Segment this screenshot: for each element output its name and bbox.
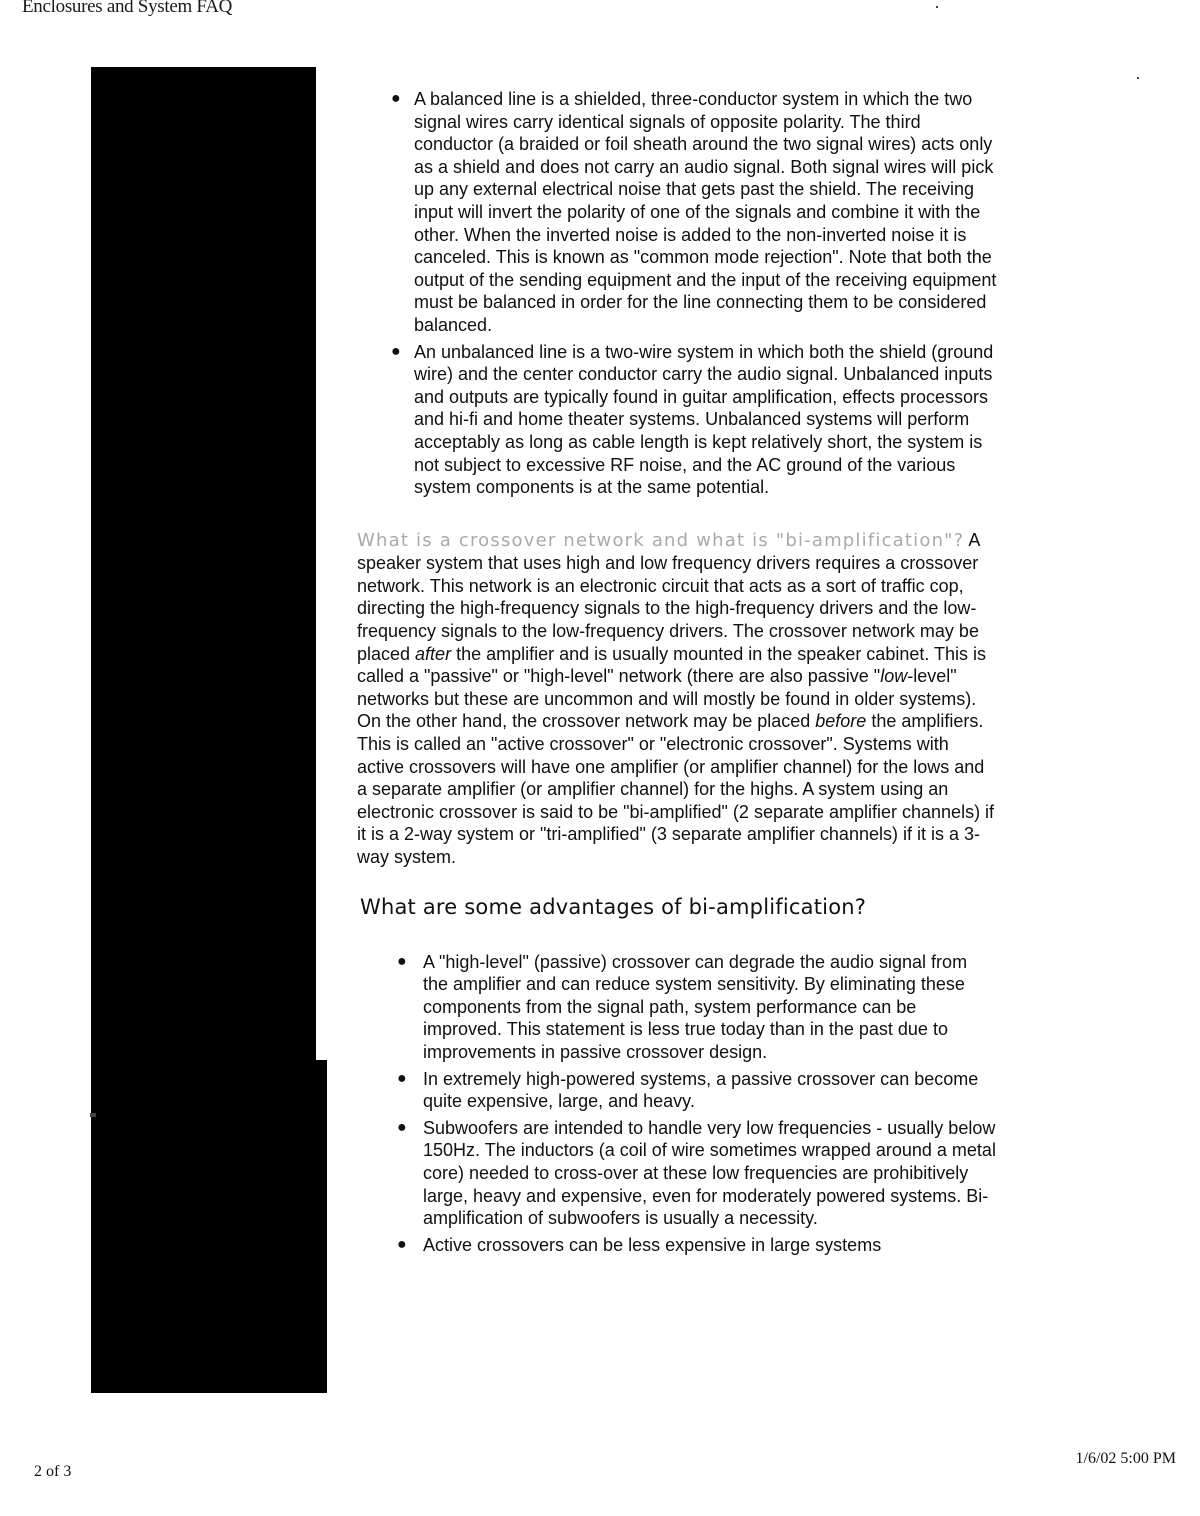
list-item [357, 341, 997, 499]
scan-speck [936, 6, 938, 8]
faq-answer-part: the amplifier and is usually mounted in the speaker cabinet. This is called a "passive" or "high-level" network (there are also passive " [357, 643, 987, 687]
scan-speck [1137, 77, 1139, 79]
list-item [357, 1234, 997, 1257]
bullet-icon: ● [397, 1118, 407, 1136]
section-heading: What are some advantages of bi-amplification? [360, 894, 867, 919]
balanced-unbalanced-list [357, 88, 997, 499]
scan-black-bar-lower [104, 1060, 327, 1393]
faq-answer-emphasis: low [880, 666, 908, 687]
list-item [357, 88, 997, 337]
bullet-icon: ● [397, 1235, 407, 1253]
list-item-text: In extremely high-powered systems, a passive crossover can become quite expensive, large, and heavy. [423, 1068, 979, 1112]
bullet-icon: ● [397, 1069, 407, 1087]
page-number: 2 of 3 [34, 1463, 72, 1480]
crossover-faq [357, 529, 997, 869]
document-header-title: Enclosures and System FAQ [22, 0, 233, 17]
advantages-list [357, 951, 997, 1257]
faq-answer-emphasis: after [415, 643, 452, 664]
faq-answer-part: the amplifiers. This is called an "active crossover" or "electronic crossover". Systems with active crossovers will have one amplifier (or amplifier channel) for the lows and a separate amplifier (or amplifier channel) for the highs. A system using an electronic crossover is said to be "bi-amplified" (2 separate amplifier channels) if it is a 2-way system or "tri-amplified" (3 separate amplifier channels) if it is a 3-way system. [357, 711, 995, 867]
list-item-text: A "high-level" (passive) crossover can degrade the audio signal from the amplifier and can reduce system sensitivity. By eliminating these components from the signal path, system performance can be improved. This statement is less true today than in the past due to improvements in passive crossover design. [423, 951, 968, 1062]
list-item [357, 1068, 997, 1113]
list-item-text: Subwoofers are intended to handle very low frequencies - usually below 150Hz. The inductors (a coil of wire sometimes wrapped around a metal core) needed to cross-over at these low frequencies are prohibitively large, heavy and expensive, even for moderately powered systems. Bi-amplification of subwoofers is usually a necessity. [423, 1117, 996, 1229]
faq-answer-part: -level" networks but these are uncommon and will mostly be found in older systems). On the other hand, the crossover network may be placed [357, 666, 977, 732]
document-body [357, 88, 997, 1260]
list-item [357, 1117, 997, 1230]
faq-answer-part: A speaker system that uses high and low frequency drivers requires a crossover network. This network is an electronic circuit that acts as a sort of traffic cop, directing the high-frequency signals to the high-frequency drivers and the low-frequency signals to the low-frequency drivers. The crossover network may be placed [357, 529, 980, 664]
list-item-text: Active crossovers can be less expensive in large systems [423, 1234, 882, 1255]
list-item-text: A balanced line is a shielded, three-conductor system in which the two signal wires carry identical signals of opposite polarity. The third conductor (a braided or foil sheath around the two signal wires) acts only as a shield and does not carry an audio signal. Both signal wires will pick up any external electrical noise that gets past the shield. The receiving input will invert the polarity of one of the signals and combine it with the other. When the inverted noise is added to the non-inverted noise it is canceled. This is known as "common mode rejection". Note that both the output of the sending equipment and the input of the receiving equipment must be balanced in order for the line connecting them to be considered balanced. [414, 89, 997, 335]
faq-answer-emphasis: before [815, 711, 867, 732]
faq-question: What is a crossover network and what is "bi-amplification"? [357, 529, 965, 551]
bullet-icon: ● [397, 952, 407, 970]
list-item [357, 951, 997, 1064]
bullet-icon: ● [391, 342, 401, 360]
bullet-icon: ● [391, 90, 401, 107]
scan-speck [90, 1113, 96, 1117]
list-item-text: An unbalanced line is a two-wire system in which both the shield (ground wire) and the center conductor carry the audio signal. Unbalanced inputs and outputs are typically found in guitar amplification, effects processors and hi-fi and home theater systems. Unbalanced systems will perform acceptably as long as cable length is kept relatively short, the system is not subject to excessive RF noise, and the AC ground of the various system components is at the same potential. [414, 341, 994, 498]
print-timestamp: 1/6/02 5:00 PM [1075, 1450, 1176, 1467]
